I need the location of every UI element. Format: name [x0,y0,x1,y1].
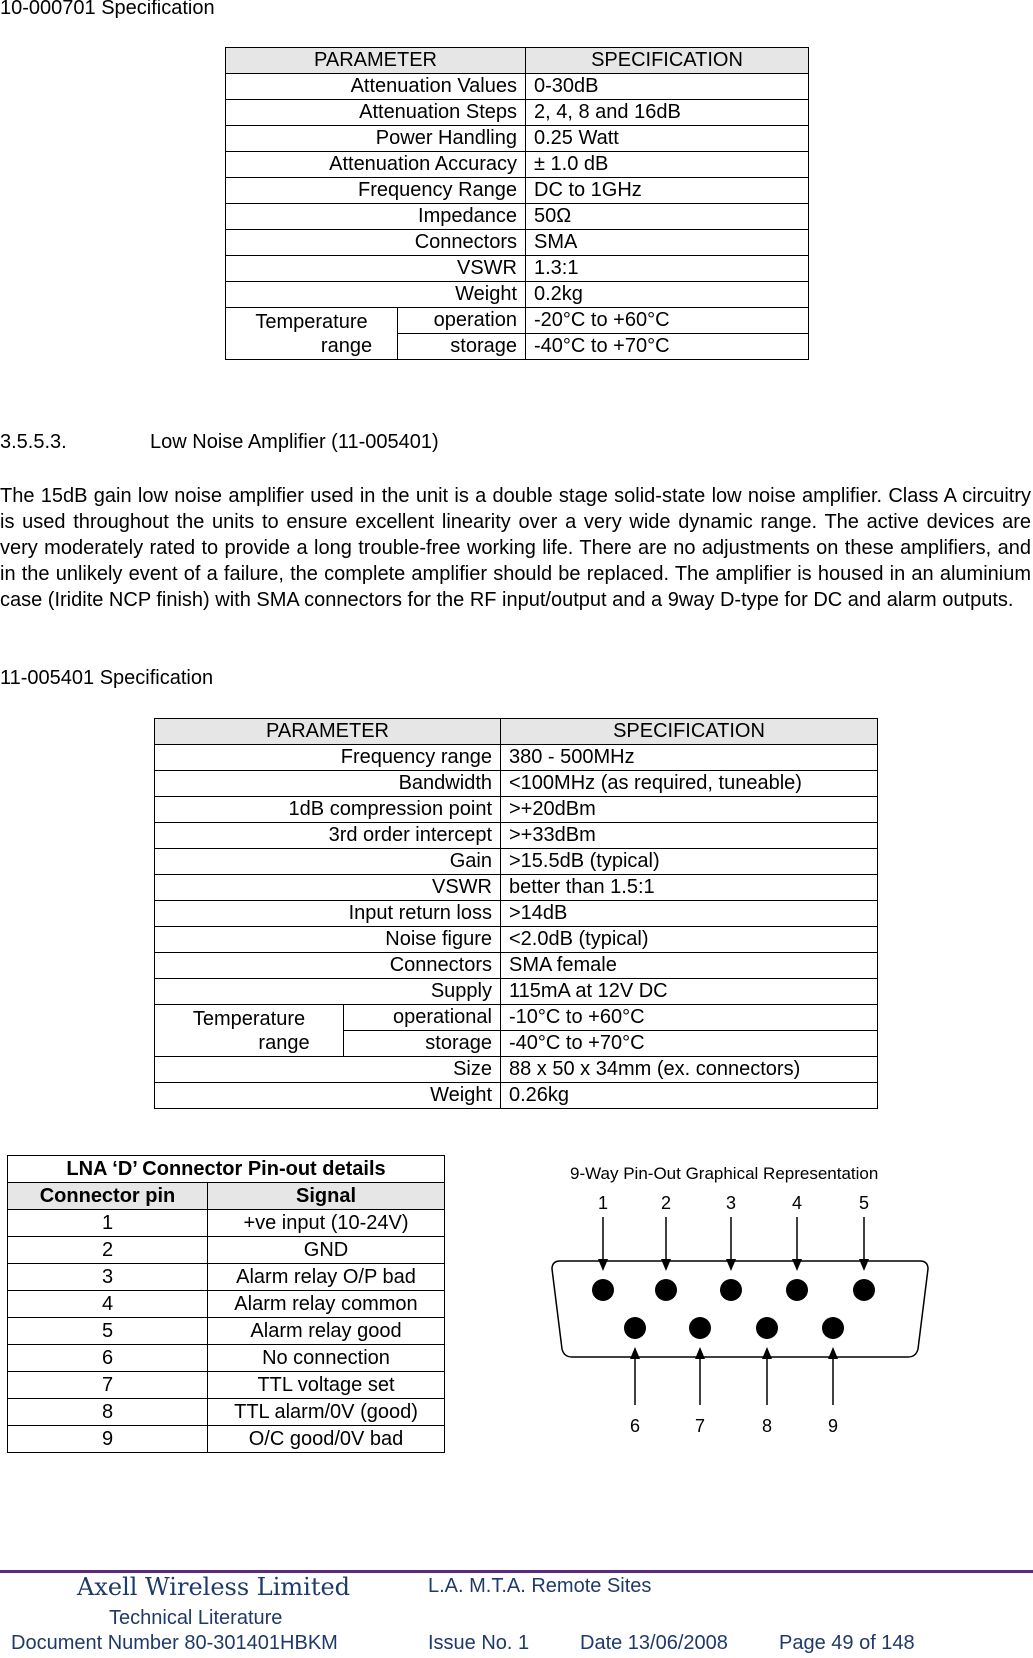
pin-dot-4 [786,1279,808,1301]
table-row [8,1237,445,1264]
signal-cell: TTL alarm/0V (good) [208,1399,445,1426]
header-signal: Signal [208,1183,445,1210]
temp-label-line2: range [320,334,373,357]
specification-cell: SMA [526,230,809,256]
pin-number-cell: 5 [8,1318,208,1345]
parameter-cell: Attenuation Values [226,74,526,100]
specification-cell: 88 x 50 x 34mm (ex. connectors) [501,1057,878,1083]
footer-page: Page 49 of 148 [779,1632,915,1654]
header-specification: SPECIFICATION [501,719,878,745]
pin-label-6: 6 [629,1416,641,1436]
parameter-cell: Weight [155,1083,501,1109]
pin-label-7: 7 [694,1416,706,1436]
temp-label-line1: Temperature [255,310,368,333]
table-row [155,1005,878,1031]
pin-number-cell: 3 [8,1264,208,1291]
specification-cell: <100MHz (as required, tuneable) [501,771,878,797]
table-row [155,1083,878,1109]
specification-cell: 1.3:1 [526,256,809,282]
parameter-cell: VSWR [226,256,526,282]
pin-label-1: 1 [597,1193,609,1213]
specification-cell: better than 1.5:1 [501,875,878,901]
specification-cell: >+20dBm [501,797,878,823]
pin-number-cell: 7 [8,1372,208,1399]
table-row [155,745,878,771]
spec1-table [225,47,809,360]
table-row [8,1318,445,1345]
table-row [226,230,809,256]
table-row [226,74,809,100]
specification-cell: >+33dBm [501,823,878,849]
parameter-cell: Impedance [226,204,526,230]
header-parameter: PARAMETER [155,719,501,745]
table-row [226,308,809,334]
temp-storage-label: storage [344,1031,501,1057]
parameter-cell: Supply [155,979,501,1005]
footer-project: L.A. M.T.A. Remote Sites [428,1575,652,1597]
footer-date: Date 13/06/2008 [580,1632,728,1654]
table-row [226,256,809,282]
pin-dot-9 [822,1317,844,1339]
temperature-range-label [226,308,398,360]
section-number: 3.5.5.3. [0,431,67,453]
company-name: Axell Wireless Limited [77,1573,351,1601]
pinout-caption: LNA ‘D’ Connector Pin-out details [8,1156,445,1183]
spec2-title: 11-005401 Specification [0,667,214,689]
table-row [155,1057,878,1083]
signal-cell: +ve input (10-24V) [208,1210,445,1237]
specification-cell: 50Ω [526,204,809,230]
table-row [155,901,878,927]
table-row [155,797,878,823]
signal-cell: TTL voltage set [208,1372,445,1399]
specification-cell: 2, 4, 8 and 16dB [526,100,809,126]
signal-cell: Alarm relay O/P bad [208,1264,445,1291]
pin-label-8: 8 [761,1416,773,1436]
specification-cell: 0.26kg [501,1083,878,1109]
pin-number-cell: 6 [8,1345,208,1372]
table-row [226,100,809,126]
pinout-caption-row [8,1156,445,1183]
specification-cell: 115mA at 12V DC [501,979,878,1005]
pin-dot-7 [689,1317,711,1339]
specification-cell: ± 1.0 dB [526,152,809,178]
pin-dot-1 [592,1279,614,1301]
signal-cell: GND [208,1237,445,1264]
pin-dot-8 [756,1317,778,1339]
temp-operation-value: -10°C to +60°C [501,1005,878,1031]
temp-storage-value: -40°C to +70°C [501,1031,878,1057]
temp-storage-label: storage [398,334,526,360]
signal-cell: No connection [208,1345,445,1372]
table-row [155,979,878,1005]
temp-storage-value: -40°C to +70°C [526,334,809,360]
pinout-table [7,1155,445,1453]
pin-dot-5 [853,1279,875,1301]
signal-cell: Alarm relay good [208,1318,445,1345]
parameter-cell: 3rd order intercept [155,823,501,849]
temp-label-line1: Temperature [192,1007,306,1030]
signal-cell: Alarm relay common [208,1291,445,1318]
table-row [8,1345,445,1372]
table-row [155,771,878,797]
pin-number-cell: 8 [8,1399,208,1426]
pin-number-cell: 4 [8,1291,208,1318]
table-row [155,927,878,953]
pin-label-2: 2 [660,1193,672,1213]
pin-dot-2 [655,1279,677,1301]
parameter-cell: Input return loss [155,901,501,927]
parameter-cell: Bandwidth [155,771,501,797]
parameter-cell: Frequency Range [226,178,526,204]
pin-label-5: 5 [858,1193,870,1213]
parameter-cell: Noise figure [155,927,501,953]
spec2-table [154,718,878,1109]
d-connector-diagram [530,1155,930,1445]
specification-cell: DC to 1GHz [526,178,809,204]
table-row [155,823,878,849]
footer-doc-number: Document Number 80-301401HBKM [11,1632,338,1654]
table-row [226,126,809,152]
parameter-cell: Attenuation Steps [226,100,526,126]
table-row [155,875,878,901]
table-row [226,152,809,178]
header-specification: SPECIFICATION [526,48,809,74]
specification-cell: <2.0dB (typical) [501,927,878,953]
spec1-title: 10-000701 Specification [0,0,215,19]
temp-operation-label: operation [398,308,526,334]
pin-label-9: 9 [827,1416,839,1436]
pin-dot-6 [624,1317,646,1339]
table-header-row [8,1183,445,1210]
pin-number-cell: 1 [8,1210,208,1237]
header-parameter: PARAMETER [226,48,526,74]
table-row [226,204,809,230]
specification-cell: SMA female [501,953,878,979]
parameter-cell: Connectors [226,230,526,256]
table-row [226,178,809,204]
specification-cell: 0.25 Watt [526,126,809,152]
table-row [8,1210,445,1237]
temp-label-line2: range [258,1031,310,1054]
header-connector-pin: Connector pin [8,1183,208,1210]
table-row [8,1264,445,1291]
pin-label-3: 3 [725,1193,737,1213]
pin-label-4: 4 [791,1193,803,1213]
signal-cell: O/C good/0V bad [208,1426,445,1453]
parameter-cell: Weight [226,282,526,308]
parameter-cell: Size [155,1057,501,1083]
table-row [8,1399,445,1426]
pin-number-cell: 2 [8,1237,208,1264]
parameter-cell: Power Handling [226,126,526,152]
parameter-cell: Frequency range [155,745,501,771]
section-paragraph: The 15dB gain low noise amplifier used in the unit is a double stage solid-state low noise amplifier. Class A circuitry is used throughout the units to ensure excellent linearity over a very wide dynamic range. The active devices are very moderately rated to provide a long trouble-free working life. There are no adjustments on these amplifiers, and in the unlikely event of a failure, the complete amplifier should be replaced. The amplifier is housed in an aluminium case (Iridite NCP finish) with SMA connectors for the RF input/output and a 9way D-type for DC and alarm outputs. [0,485,1031,611]
specification-cell: >15.5dB (typical) [501,849,878,875]
parameter-cell: 1dB compression point [155,797,501,823]
parameter-cell: VSWR [155,875,501,901]
pin-dot-3 [720,1279,742,1301]
section-title: Low Noise Amplifier (11-005401) [150,431,439,453]
parameter-cell: Attenuation Accuracy [226,152,526,178]
table-row [8,1372,445,1399]
temperature-range-label [155,1005,344,1057]
table-row [8,1426,445,1453]
pin-number-cell: 9 [8,1426,208,1453]
table-header-row [155,719,878,745]
parameter-cell: Connectors [155,953,501,979]
footer-dept: Technical Literature [109,1607,283,1629]
parameter-cell: Gain [155,849,501,875]
table-header-row [226,48,809,74]
temp-operation-label: operational [344,1005,501,1031]
specification-cell: 0-30dB [526,74,809,100]
connector-shell [552,1261,928,1357]
specification-cell: >14dB [501,901,878,927]
diagram-title: 9-Way Pin-Out Graphical Representation [570,1164,879,1183]
temp-operation-value: -20°C to +60°C [526,308,809,334]
footer-issue: Issue No. 1 [428,1632,530,1654]
table-row [155,849,878,875]
specification-cell: 380 - 500MHz [501,745,878,771]
table-row [155,953,878,979]
table-row [8,1291,445,1318]
specification-cell: 0.2kg [526,282,809,308]
table-row [226,282,809,308]
